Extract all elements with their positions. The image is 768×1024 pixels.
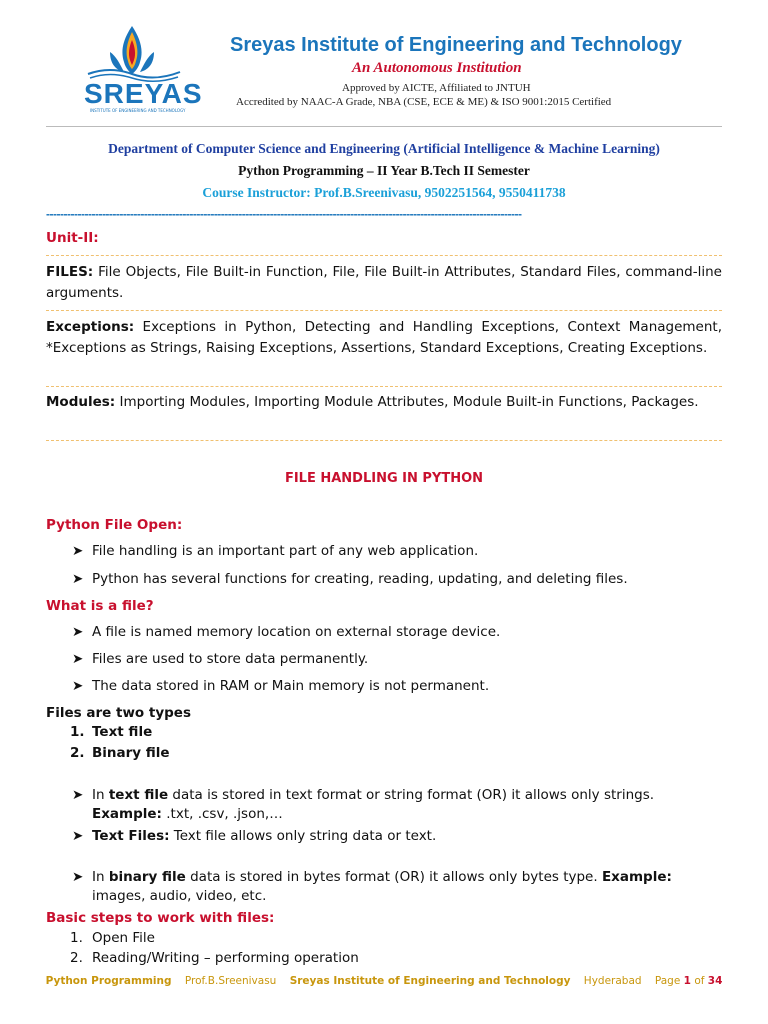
steps-heading: Basic steps to work with files: — [46, 910, 275, 926]
exceptions-label: Exceptions: — [46, 319, 135, 335]
separator — [46, 255, 722, 256]
exceptions-syllabus — [46, 317, 722, 358]
logo-wordmark: SREYAS — [84, 78, 203, 109]
footer-page-total: 34 — [707, 975, 723, 987]
footer-page-of: of — [694, 975, 705, 987]
footer-city: Hyderabad — [583, 975, 642, 987]
what-heading: What is a file? — [46, 598, 154, 614]
exceptions-topics: Exceptions in Python, Detecting and Handling Exceptions, Context Management, *Exceptions as Strings, Raising Exceptions, Assertions, Standard Exceptions, Creating Exceptions. — [46, 319, 722, 356]
course-title: Python Programming – II Year B.Tech II Semester — [238, 163, 530, 178]
list-item: 2. Binary file — [70, 745, 170, 761]
list-item: ➤ The data stored in RAM or Main memory is not permanent. — [72, 678, 490, 694]
footer-page-label: Page — [654, 975, 681, 987]
footer-subject: Python Programming — [45, 975, 172, 987]
text-file-example: Example: .txt, .csv, .json,… — [92, 806, 283, 822]
binary-file-example: images, audio, video, etc. — [92, 888, 267, 904]
separator — [46, 310, 722, 311]
modules-label: Modules: — [46, 394, 116, 410]
institution-name: Sreyas Institute of Engineering and Technology — [230, 34, 682, 56]
department-title: Department of Computer Science and Engineering (Artificial Intelligence & Machine Learning) — [108, 141, 660, 156]
arrow-bullet-icon: ➤ — [72, 543, 84, 559]
list-item: 1. Open File — [70, 930, 155, 946]
arrow-bullet-icon: ➤ — [72, 651, 84, 667]
arrow-bullet-icon: ➤ — [72, 571, 84, 587]
footer-institution: Sreyas Institute of Engineering and Technology — [289, 975, 571, 987]
arrow-bullet-icon: ➤ — [72, 787, 84, 803]
separator — [46, 440, 722, 441]
unit-heading: Unit-II: — [46, 230, 99, 246]
institution-tagline: An Autonomous Institution — [352, 60, 522, 76]
footer-author: Prof.B.Sreenivasu — [184, 975, 277, 987]
list-item: ➤ Files are used to store data permanently. — [72, 651, 369, 667]
header-divider — [46, 126, 722, 127]
list-item: 2. Reading/Writing – performing operation — [70, 950, 359, 966]
list-item: ➤ File handling is an important part of any web application. — [72, 543, 479, 559]
list-item: ➤ Text Files: Text file allows only string data or text. — [72, 828, 437, 844]
section-title: FILE HANDLING IN PYTHON — [284, 471, 484, 486]
arrow-bullet-icon: ➤ — [72, 869, 84, 885]
arrow-bullet-icon: ➤ — [72, 678, 84, 694]
course-instructor: Course Instructor: Prof.B.Sreenivasu, 9502251564, 9550411738 — [202, 185, 566, 200]
arrow-bullet-icon: ➤ — [72, 828, 84, 844]
list-item: ➤ In binary file data is stored in bytes format (OR) it allows only bytes type. Example: — [72, 869, 672, 885]
list-item: ➤ In text file data is stored in text format or string format (OR) it allows only strings. — [72, 787, 655, 803]
types-heading: Files are two types — [46, 705, 191, 721]
accreditation-line: Accredited by NAAC-A Grade, NBA (CSE, ECE & ME) & ISO 9001:2015 Certified — [236, 96, 612, 108]
files-label: FILES: — [46, 264, 94, 280]
arrow-bullet-icon: ➤ — [72, 624, 84, 640]
files-topics: File Objects, File Built-in Function, File, File Built-in Attributes, Standard Files, command-line arguments. — [46, 264, 722, 301]
list-item: 1. Text file — [70, 724, 153, 740]
footer-page-current: 1 — [683, 975, 691, 987]
open-heading: Python File Open: — [46, 517, 183, 533]
list-item: ➤ Python has several functions for creating, reading, updating, and deleting files. — [72, 571, 628, 587]
approval-line: Approved by AICTE, Affiliated to JNTUH — [342, 82, 531, 94]
separator — [46, 386, 722, 387]
files-syllabus — [46, 262, 722, 303]
dashed-divider: ---------------------------------------------------------------------------------------------------------------------------------------- — [46, 207, 522, 221]
page-footer — [0, 975, 768, 987]
modules-topics: Importing Modules, Importing Module Attributes, Module Built-in Functions, Packages. — [115, 394, 699, 410]
list-item: ➤ A file is named memory location on external storage device. — [72, 624, 501, 640]
modules-syllabus — [46, 392, 722, 413]
logo-subtitle: INSTITUTE OF ENGINEERING AND TECHNOLOGY — [90, 108, 186, 113]
